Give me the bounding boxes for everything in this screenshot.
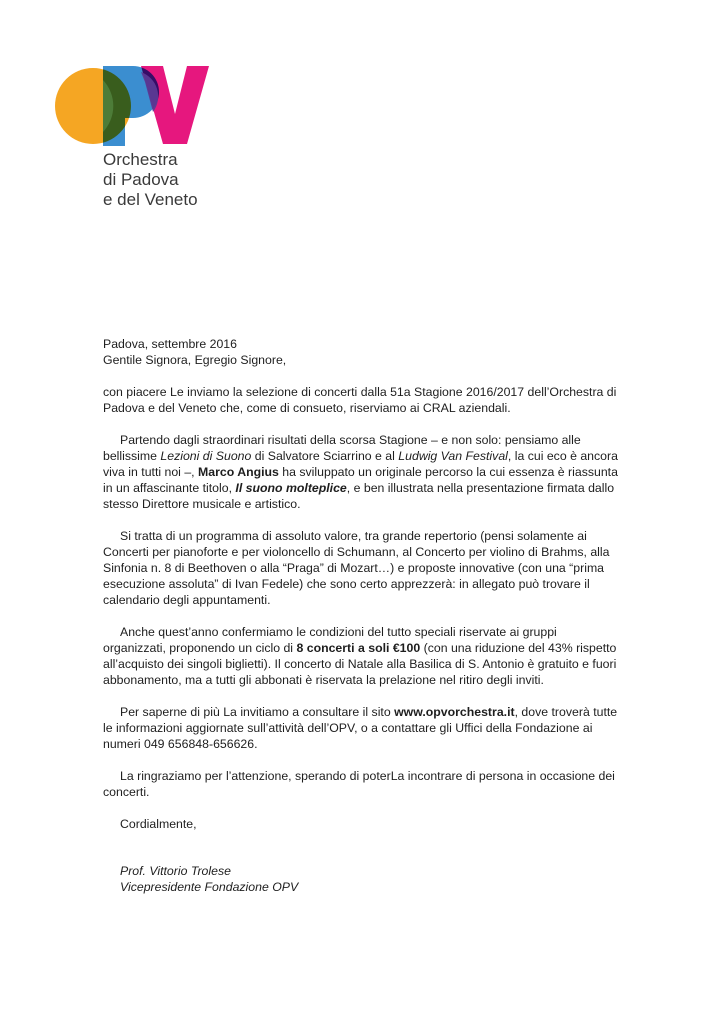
- organization-name: [103, 150, 198, 210]
- title-ludwig-van-festival: Ludwig Van Festival: [398, 449, 508, 463]
- letter-body: [103, 336, 623, 895]
- season-title: Il suono molteplice: [235, 481, 347, 495]
- paragraph-offer: Anche quest’anno confermiamo le condizioni del tutto speciali riservate ai gruppi organizzati, proponendo un ciclo di 8 concerti a soli €100 (con una riduzione del 43% rispetto all’acquisto dei singoli biglietti). Il concerto di Natale alla Basilica di S. Antonio è gratuito e fuori abbonamento, ma a tutti gli abbonati è riservata la prelazione nel ritiro degli inviti.: [103, 625, 617, 687]
- paragraph-repertoire: Si tratta di un programma di assoluto valore, tra grande repertorio (pensi solamente ai Concerti per pianoforte e per violoncello di Schumann, al Concerto per violino di Brahms, alla Sinfonia n. 8 di Beethoven o alla “Praga” di Mozart…) e proposte innovative (con una “prima esecuzione assoluta” di Ivan Fedele) che sono certo apprezzerà: in allegato può trovare il calendario degli appuntamenti.: [103, 529, 610, 607]
- paragraph-intro: con piacere Le inviamo la selezione di concerti dalla 51a Stagione 2016/2017 dell’Orchestra di Padova e del Veneto che, come di consueto, riserviamo ai CRAL aziendali.: [103, 385, 617, 415]
- org-line-3: e del Veneto: [103, 190, 198, 209]
- website-link[interactable]: www.opvorchestra.it: [394, 705, 515, 719]
- org-line-1: Orchestra: [103, 150, 178, 169]
- paragraph-thanks: La ringraziamo per l’attenzione, sperando di poterLa incontrare di persona in occasione dei concerti.: [103, 769, 615, 799]
- opv-logo: [55, 66, 210, 146]
- title-lezioni-di-suono: Lezioni di Suono: [160, 449, 252, 463]
- paragraph-program: Partendo dagli straordinari risultati della scorsa Stagione – e non solo: pensiamo alle bellissime Lezioni di Suono di Salvatore Sciarrino e al Ludwig Van Festival, la cui eco è ancora viva in tutti noi –, Marco Angius ha sviluppato un originale percorso la cui essenza è riassunta in un affascinante titolo, Il suono molteplice, e ben illustrata nella presentazione firmata dallo stesso Direttore musicale e artistico.: [103, 433, 618, 511]
- offer-highlight: 8 concerti a soli €100: [296, 641, 421, 655]
- letter-salutation: Gentile Signora, Egregio Signore,: [103, 353, 287, 367]
- org-line-2: di Padova: [103, 170, 179, 189]
- signature-title: Vicepresidente Fondazione OPV: [120, 880, 299, 894]
- paragraph-contacts: Per saperne di più La invitiamo a consultare il sito www.opvorchestra.it, dove troverà tutte le informazioni aggiornate sull’attività dell’OPV, o a contattare gli Uffici della Fondazione ai numeri 049 656848-656626.: [103, 705, 618, 751]
- letter-date: Padova, settembre 2016: [103, 337, 237, 351]
- signature-name: Prof. Vittorio Trolese: [120, 864, 231, 878]
- letter-closing: Cordialmente,: [120, 817, 197, 831]
- director-name: Marco Angius: [198, 465, 279, 479]
